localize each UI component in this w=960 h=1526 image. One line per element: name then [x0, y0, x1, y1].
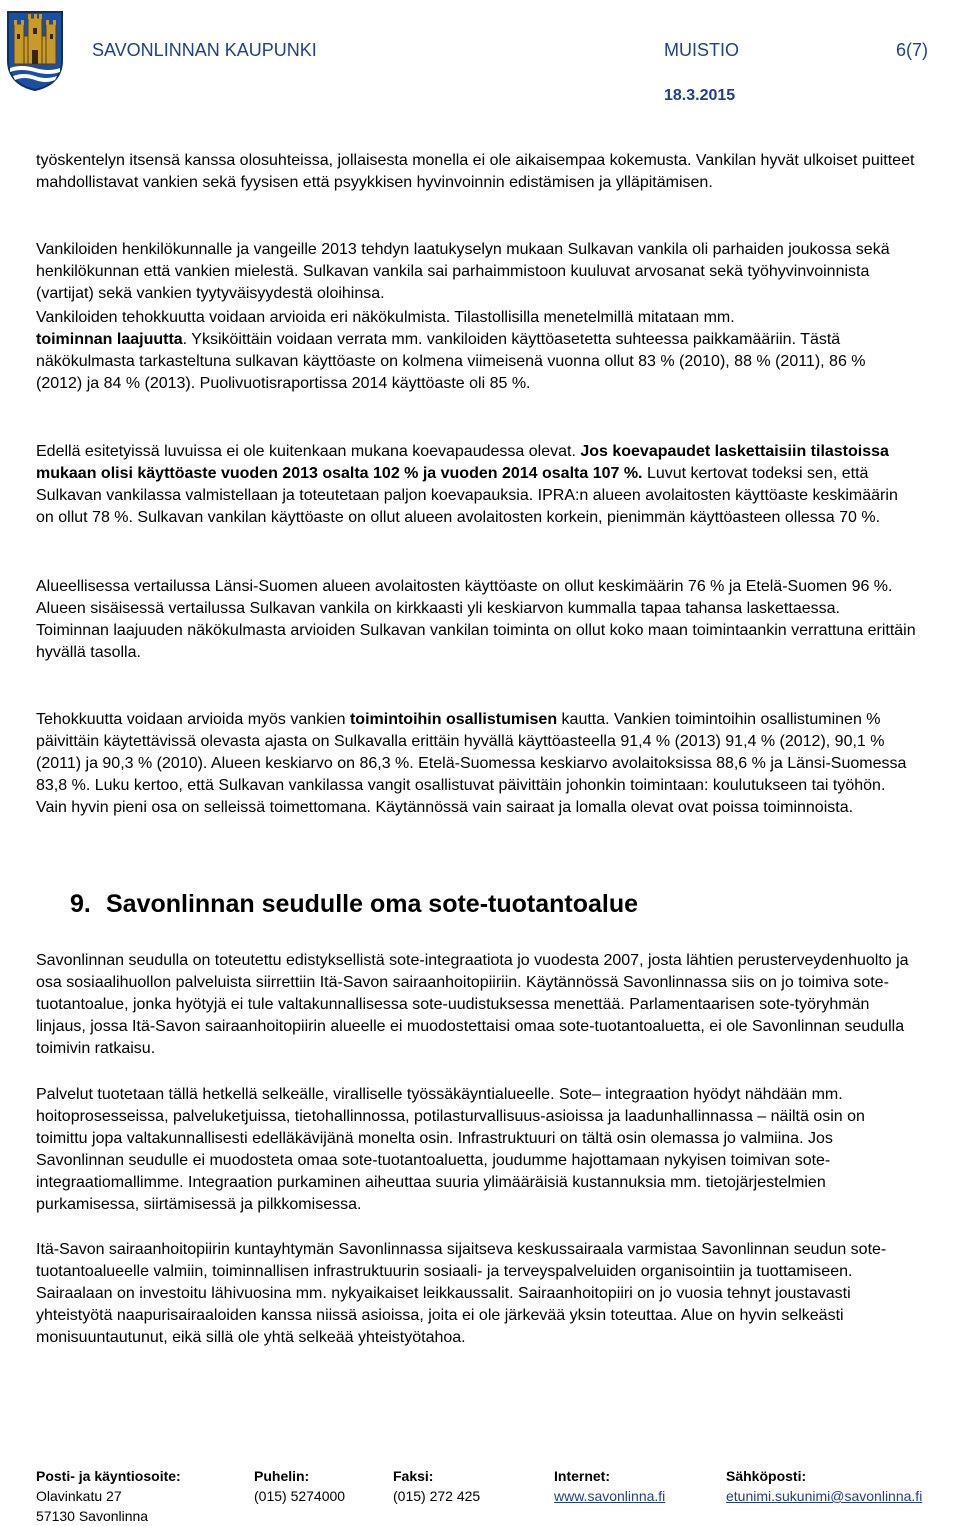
page-number: 6(7)	[896, 40, 929, 60]
phone-number: (015) 5274000	[254, 1488, 346, 1504]
paragraph	[36, 1239, 916, 1349]
address-line: Olavinkatu 27	[36, 1488, 122, 1504]
paragraph	[36, 150, 916, 194]
paragraph	[36, 239, 916, 305]
section-number: 9.	[70, 890, 91, 918]
organization-name: SAVONLINNAN KAUPUNKI	[92, 40, 317, 60]
footer-internet	[554, 1466, 665, 1506]
document-date: 18.3.2015	[664, 87, 736, 104]
section-title: Savonlinnan seudulle oma sote-tuotantoalue	[106, 890, 639, 918]
paragraph	[36, 950, 916, 1060]
text-run: Tehokkuutta voidaan arvioida myös vankien	[36, 711, 350, 728]
paragraph-text: Palvelut tuotetaan tällä hetkellä selkeälle, viralliselle työssäkäyntialueelle. Sote– integraation hyödyt nähdään mm. hoitoprosesseissa, palveluketjuissa, tietohallinnossa, potilasturvallisuus-asioissa ja laadunhallinnassa – näiltä osin on toimittu jopa valtakunnallisesti edelläkävijänä monelta osin. Infrastruktuuri on tältä osin olemassa jo valmiina. Jos Savonlinnan seudulle ei muodosteta omaa sote-tuotantoaluetta, joudumme hajottamaan nykyisen toimivan sote-integraatiomallimme. Integraation purkaminen aiheuttaa suuria ylimääräisiä kustannuksia mm. tietojärjestelmien purkamisessa, siirtämisessä ja pilkkomisessa.	[36, 1086, 865, 1213]
bold-text: toimintoihin osallistumisen	[349, 711, 558, 728]
email-label: Sähköposti:	[726, 1468, 807, 1484]
footer-fax	[393, 1466, 480, 1506]
fax-label: Faksi:	[393, 1468, 434, 1484]
text-run: . Yksiköittäin voidaan verrata mm. vankiloiden käyttöasetetta suhteessa paikkamääriin. Tästä näkökulmasta tarkasteltuna sulkavan käyttöaste on kolmena viimeisenä vuonna ollut 83 % (2010), 88 % (2011), 86 % (2012) ja 84 % (2013). Puolivuotisraportissa 2014 käyttöaste oli 85 %.	[36, 331, 866, 392]
address-label: Posti- ja käyntiosoite:	[36, 1468, 181, 1484]
footer-address	[36, 1466, 181, 1526]
paragraph	[36, 1084, 916, 1216]
paragraph-text: Itä-Savon sairaanhoitopiirin kuntayhtymän Savonlinnassa sijaitseva keskussairaala varmistaa Savonlinnan seudun sote-tuotantoalueelle valmiin, toiminnallisen infrastruktuurin sosiaali- ja terveyspalveluiden organisointiin ja tuottamiseen. Sairaalaan on investoitu lähivuosina mm. nykyaikaiset leikkaussalit. Sairaanhoitopiiri on jo vuosia tehnyt joustavasti yhteistyötä naapurisairaaloiden kanssa niissä asioissa, joita ei ole järkevää yksin toteuttaa. Alue on hyvin selkeästi monisuuntautunut, eikä sillä ole yhtä selkeää yhteistyötahoa.	[36, 1241, 887, 1346]
fax-number: (015) 272 425	[393, 1488, 481, 1504]
document-type: MUISTIO	[664, 40, 739, 60]
paragraph-text: Alueellisessa vertailussa Länsi-Suomen alueen avolaitosten käyttöaste on ollut keskimäärin 76 % ja Etelä-Suomen 96 %. Alueen sisäisessä vertailussa Sulkavan vankila on kirkkaasti yli keskiarvon kummalla tapaa tahansa laskettaessa. Toiminnan laajuuden näkökulmasta arvioiden Sulkavan vankilan toiminta on ollut koko maan toimintaankin verrattuna erittäin hyvällä tasolla.	[36, 578, 916, 661]
section-heading	[70, 889, 638, 919]
paragraph-text: Savonlinnan seudulla on toteutettu edistyksellistä sote-integraatiota jo vuodesta 2007, josta lähtien perusterveydenhuolto ja osa sosiaalihuollon palveluista siirrettiin Itä-Savon sairaanhoitopiiriin. Käytännössä Savonlinnassa siis on jo toimiva sote-tuotantoalue, jonka hyötyjä ei tule valtakunnallisessa sote-uudistuksessa menettää. Parlamentaarisen sote-työryhmän linjaus, jossa Itä-Savon sairaanhoitopiirin alueelle ei muodostettaisi omaa sote-tuotantoaluetta, ei ole Savonlinnan seudulla toimivin ratkaisu.	[36, 952, 909, 1057]
text-run: Edellä esitetyissä luvuissa ei ole kuitenkaan mukana koevapaudessa olevat.	[36, 443, 576, 460]
email-link[interactable]: etunimi.sukunimi@savonlinna.fi	[726, 1488, 923, 1504]
bold-text: Jos koevapaudet laskettaisiin tilastoissa mukaan olisi käyttöaste vuoden 2013 osalta 102 % ja vuoden 2014 osalta 107 %.	[36, 443, 889, 482]
paragraph-text	[36, 441, 916, 529]
text-run: kautta. Vankien toimintoihin osallistuminen % päivittäin käytettävissä olevasta ajasta on Sulkavalla erittäin hyvällä käyttöasteella 91,4 % (2013) 91,4 % (2012), 90,1 % (2011) ja 90,3 % (2010). Alueen keskiarvo on 86,3 %. Etelä-Suomessa keskiarvo avolaitoksissa 88,6 % ja Länsi-Suomessa 83,8 %. Luku kertoo, että Sulkavan vankilassa vangit osallistuvat päivittäin johonkin toimintaan: koulutukseen tai työhön. Vain hyvin pieni osa on selleissä toimettomana. Käytännössä vain sairaat ja lomalla olevat ovat poissa toiminnoista.	[36, 711, 907, 816]
internet-label: Internet:	[554, 1468, 610, 1484]
paragraph-text: työskentelyn itsensä kanssa olosuhteissa, jollaisesta monella ei ole aikaisempaa kokemusta. Vankilan hyvät ulkoiset puitteet mahdollistavat vankien sekä fyysisen että psyykkisen hyvinvoinnin edistämisen ja ylläpitämisen.	[36, 152, 915, 191]
website-link[interactable]: www.savonlinna.fi	[554, 1488, 666, 1504]
footer-email	[726, 1466, 922, 1506]
text-run: Luvut kertovat todeksi sen, että Sulkavan vankilassa valmistellaan ja toteutetaan paljon koevapauksia. IPRA:n alueen avolaitosten käyttöaste keskimäärin on ollut 78 %. Sulkavan vankilan käyttöaste on ollut alueen avolaitosten korkein, pienimmän käyttöasteen ollessa 70 %.	[36, 465, 898, 526]
savonlinna-crest-icon	[6, 10, 64, 92]
footer-phone	[254, 1466, 345, 1506]
paragraph-text	[36, 307, 916, 395]
paragraph-text	[36, 709, 916, 819]
address-line: 57130 Savonlinna	[36, 1508, 149, 1524]
paragraph-text: Vankiloiden henkilökunnalle ja vangeille 2013 tehdyn laatukyselyn mukaan Sulkavan vankila oli parhaiden joukossa sekä henkilökunnan että vankien mielestä. Sulkavan vankila sai parhaimmistoon kuuluvat arvosanat sekä työhyvinvoinnista (vartijat) sekä vankien tyytyväisyydestä oloihinsa.	[36, 241, 890, 302]
paragraph	[36, 441, 916, 529]
paragraph	[36, 576, 916, 664]
bold-text: toiminnan laajuutta	[36, 331, 183, 348]
phone-label: Puhelin:	[254, 1468, 310, 1484]
paragraph	[36, 709, 916, 819]
paragraph	[36, 307, 916, 395]
text-run: Vankiloiden tehokkuutta voidaan arvioida eri näkökulmista. Tilastollisilla menetelmillä mitataan mm.	[36, 309, 735, 326]
